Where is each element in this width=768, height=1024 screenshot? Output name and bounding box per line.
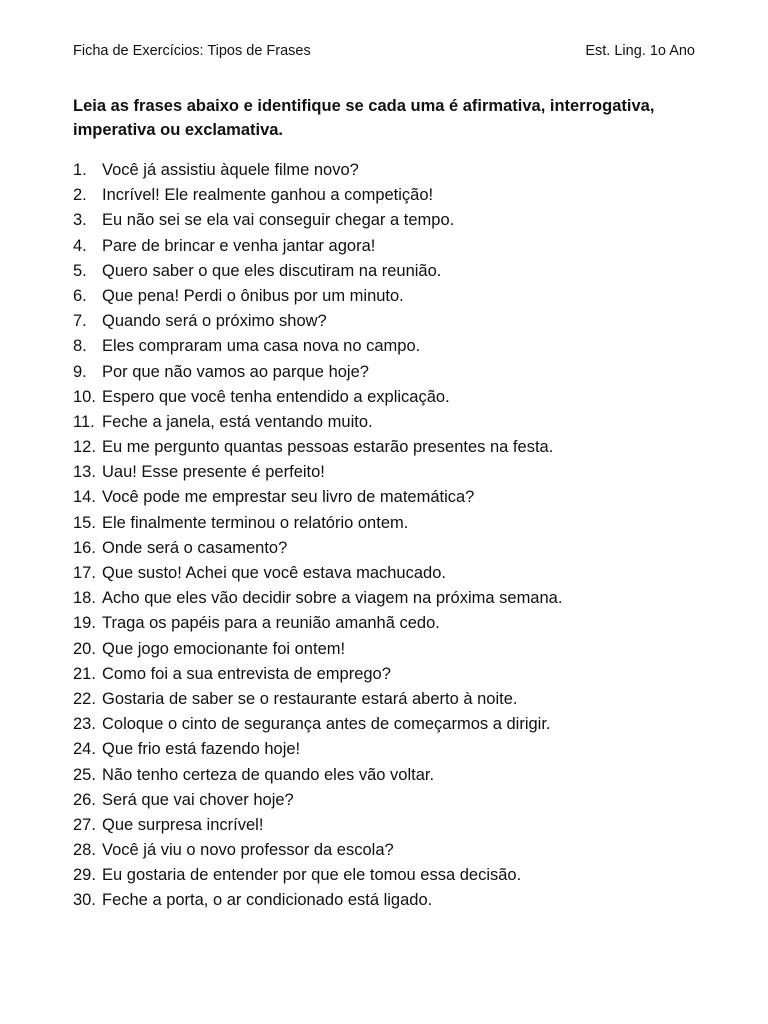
list-item <box>73 485 562 510</box>
item-text: Espero que você tenha entendido a explicação. <box>102 387 450 406</box>
list-item <box>73 435 562 460</box>
class-label: Est. Ling. 1o Ano <box>585 43 695 59</box>
list-item <box>73 888 562 913</box>
item-number: 5. <box>73 261 87 280</box>
list-item <box>73 838 562 863</box>
item-text: Eu me pergunto quantas pessoas estarão presentes na festa. <box>102 438 554 457</box>
item-number: 17. <box>73 564 96 582</box>
item-number: 14. <box>73 488 96 507</box>
list-item <box>73 788 562 813</box>
list-item <box>73 561 562 586</box>
item-text: Incrível! Ele realmente ganhou a competição! <box>102 186 434 205</box>
item-text: Eu gostaria de entender por que ele tomou essa decisão. <box>102 866 522 885</box>
list-item <box>73 863 562 888</box>
list-item <box>73 460 562 485</box>
item-number: 15. <box>73 513 96 532</box>
list-item <box>73 158 562 183</box>
item-text: Que pena! Perdi o ônibus por um minuto. <box>102 286 404 305</box>
item-text: Uau! Esse presente é perfeito! <box>102 463 325 482</box>
sentence-list <box>73 158 562 914</box>
list-item <box>73 410 562 435</box>
item-number: 16. <box>73 538 96 557</box>
item-text: Que frio está fazendo hoje! <box>102 740 301 759</box>
list-item <box>73 763 562 788</box>
item-text: Eles compraram uma casa nova no campo. <box>102 337 421 356</box>
item-number: 30. <box>73 891 96 910</box>
item-text: Quero saber o que eles discutiram na reunião. <box>102 261 442 280</box>
item-text: Quando será o próximo show? <box>102 312 327 331</box>
item-number: 28. <box>73 841 96 860</box>
item-number: 27. <box>73 815 96 834</box>
item-number: 13. <box>73 463 96 482</box>
item-text: Eu não sei se ela vai conseguir chegar a tempo. <box>102 211 455 230</box>
list-item <box>73 334 562 359</box>
item-number: 12. <box>73 438 96 457</box>
list-item <box>73 309 562 334</box>
item-text: Gostaria de saber se o restaurante estará aberto à noite. <box>102 689 518 708</box>
item-number: 3. <box>73 211 87 230</box>
list-item <box>73 662 562 687</box>
item-text: Por que não vamos ao parque hoje? <box>102 362 369 381</box>
list-item <box>73 208 562 233</box>
item-text: Que susto! Achei que você estava machucado. <box>102 564 446 582</box>
item-number: 9. <box>73 362 87 381</box>
list-item <box>73 712 562 737</box>
item-text: Onde será o casamento? <box>102 538 288 557</box>
list-item <box>73 385 562 410</box>
item-number: 22. <box>73 689 96 708</box>
item-text: Ele finalmente terminou o relatório ontem. <box>102 513 409 532</box>
item-text: Como foi a sua entrevista de emprego? <box>102 664 391 683</box>
item-number: 1. <box>73 161 87 179</box>
item-number: 10. <box>73 387 96 406</box>
item-text: Feche a janela, está ventando muito. <box>102 412 373 431</box>
list-item <box>73 284 562 309</box>
item-number: 26. <box>73 790 96 809</box>
item-number: 21. <box>73 664 96 683</box>
item-text: Pare de brincar e venha jantar agora! <box>102 236 376 255</box>
list-item <box>73 637 562 662</box>
item-text: Você já viu o novo professor da escola? <box>102 841 394 860</box>
item-number: 7. <box>73 312 87 331</box>
item-text: Feche a porta, o ar condicionado está ligado. <box>102 891 433 910</box>
item-number: 20. <box>73 639 96 658</box>
list-item <box>73 259 562 284</box>
item-text: Que surpresa incrível! <box>102 815 264 834</box>
worksheet-title: Ficha de Exercícios: Tipos de Frases <box>73 43 311 59</box>
item-number: 24. <box>73 740 96 759</box>
item-text: Você pode me emprestar seu livro de matemática? <box>102 488 475 507</box>
item-number: 11. <box>73 412 95 431</box>
item-text: Você já assistiu àquele filme novo? <box>102 161 359 179</box>
item-number: 23. <box>73 715 96 734</box>
list-item <box>73 511 562 536</box>
page-header <box>73 41 695 61</box>
list-item <box>73 183 562 208</box>
item-number: 18. <box>73 589 96 608</box>
item-text: Não tenho certeza de quando eles vão voltar. <box>102 765 435 784</box>
item-text: Traga os papéis para a reunião amanhã cedo. <box>102 614 440 633</box>
item-text: Será que vai chover hoje? <box>102 790 294 809</box>
list-item <box>73 360 562 385</box>
item-number: 29. <box>73 866 96 885</box>
item-number: 8. <box>73 337 87 356</box>
item-text: Acho que eles vão decidir sobre a viagem na próxima semana. <box>102 589 563 608</box>
list-item <box>73 737 562 762</box>
item-text: Coloque o cinto de segurança antes de começarmos a dirigir. <box>102 715 551 734</box>
item-number: 4. <box>73 236 87 255</box>
list-item <box>73 536 562 561</box>
item-number: 19. <box>73 614 96 633</box>
list-item <box>73 234 562 259</box>
list-item <box>73 611 562 636</box>
instructions: Leia as frases abaixo e identifique se cada uma é afirmativa, interrogativa, imperativa ou exclamativa. <box>73 97 655 139</box>
item-number: 25. <box>73 765 96 784</box>
item-number: 2. <box>73 186 87 205</box>
list-item <box>73 586 562 611</box>
list-item <box>73 687 562 712</box>
item-number: 6. <box>73 286 87 305</box>
list-item <box>73 813 562 838</box>
item-text: Que jogo emocionante foi ontem! <box>102 639 346 658</box>
